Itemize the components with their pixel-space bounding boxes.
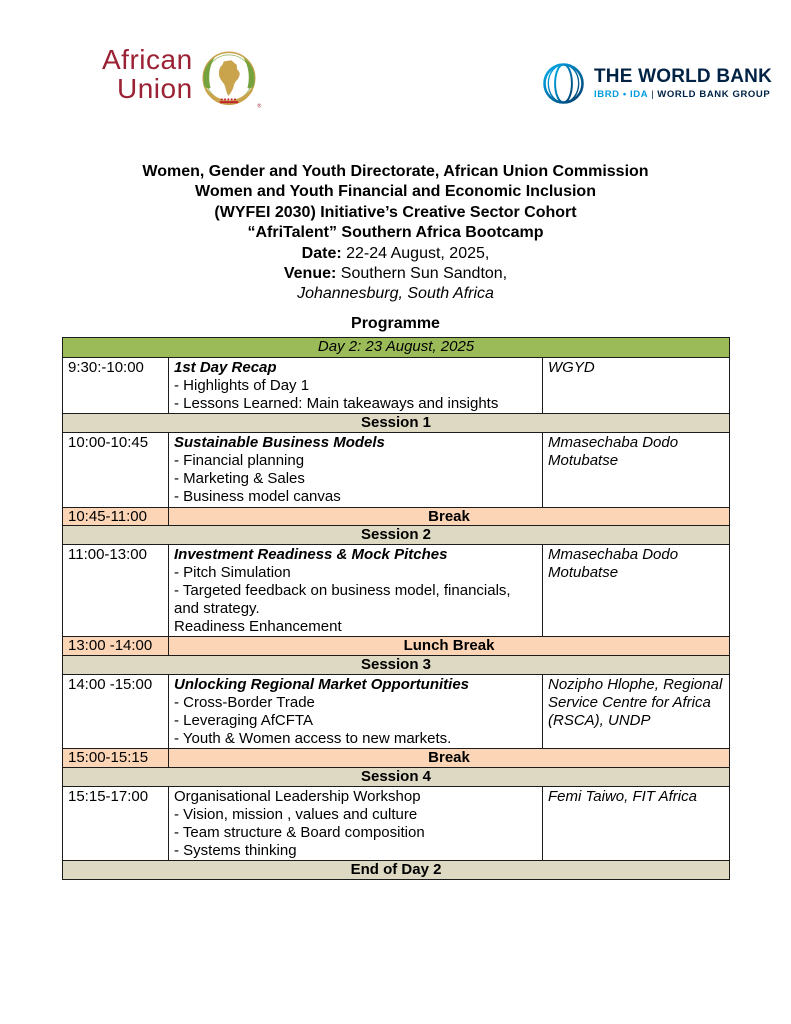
event-title: Unlocking Regional Market Opportunities bbox=[174, 676, 470, 694]
event-line: - Lessons Learned: Main takeaways and insights bbox=[174, 394, 499, 412]
event-line: - Leveraging AfCFTA bbox=[174, 711, 313, 729]
session-label: Session 2 bbox=[63, 526, 730, 545]
day-header-row bbox=[63, 338, 730, 358]
time-cell: 10:00-10:45 bbox=[63, 433, 169, 507]
event-line: Readiness Enhancement bbox=[174, 617, 342, 635]
session-label: Session 1 bbox=[63, 414, 730, 433]
date-label: Date: bbox=[301, 244, 342, 262]
world-bank-wordmark bbox=[594, 67, 772, 100]
title-line-4: “AfriTalent” Southern Africa Bootcamp bbox=[247, 224, 544, 242]
world-bank-globe-icon bbox=[540, 60, 587, 107]
registered-mark: ® bbox=[257, 103, 261, 110]
title-line-1: Women, Gender and Youth Directorate, African Union Commission bbox=[142, 163, 649, 180]
end-of-day-label: End of Day 2 bbox=[63, 861, 730, 880]
african-union-wordmark bbox=[102, 45, 193, 103]
facilitator-cell: WGYD bbox=[543, 358, 730, 414]
event-row bbox=[63, 433, 730, 507]
content-cell bbox=[169, 787, 543, 861]
content-cell bbox=[169, 545, 543, 637]
content-cell bbox=[169, 675, 543, 749]
session-row bbox=[63, 656, 730, 675]
programme-heading: Programme bbox=[351, 315, 440, 332]
world-bank-logo bbox=[540, 60, 772, 107]
event-line: - Youth & Women access to new markets. bbox=[174, 729, 452, 747]
session-row bbox=[63, 526, 730, 545]
event-row bbox=[63, 358, 730, 414]
world-bank-subline bbox=[594, 89, 772, 100]
event-row bbox=[63, 787, 730, 861]
event-row bbox=[63, 675, 730, 749]
event-line: - Systems thinking bbox=[174, 841, 297, 859]
break-label: Break bbox=[169, 749, 730, 768]
ibrd-ida-label: IBRD • IDA bbox=[594, 89, 649, 100]
break-row bbox=[63, 637, 730, 656]
session-row bbox=[63, 768, 730, 787]
event-line: - Cross-Border Trade bbox=[174, 693, 315, 711]
event-line: - Marketing & Sales bbox=[174, 469, 305, 487]
break-label: Lunch Break bbox=[169, 637, 730, 656]
session-label: Session 4 bbox=[63, 768, 730, 787]
document-title-block bbox=[0, 162, 791, 305]
event-line: - Financial planning bbox=[174, 452, 305, 470]
subline-separator: | bbox=[651, 89, 655, 100]
event-line: - Targeted feedback on business model, financials, and strategy. bbox=[174, 581, 511, 617]
time-cell: 9:30:-10:00 bbox=[63, 358, 169, 414]
facilitator-cell: Femi Taiwo, FIT Africa bbox=[543, 787, 730, 861]
event-line: - Business model canvas bbox=[174, 487, 341, 505]
event-title: 1st Day Recap bbox=[174, 359, 277, 376]
event-title: Investment Readiness & Mock Pitches bbox=[174, 546, 448, 564]
location-line: Johannesburg, South Africa bbox=[297, 285, 494, 303]
event-line: - Vision, mission , values and culture bbox=[174, 805, 418, 823]
end-row bbox=[63, 861, 730, 880]
event-title: Organisational Leadership Workshop bbox=[174, 788, 421, 806]
world-bank-group-label: WORLD BANK GROUP bbox=[657, 89, 771, 100]
african-union-logo bbox=[102, 45, 262, 114]
event-line: - Pitch Simulation bbox=[174, 564, 291, 582]
world-bank-name: THE WORLD BANK bbox=[594, 66, 773, 87]
title-line-3: (WYFEI 2030) Initiative’s Creative Sector Cohort bbox=[214, 203, 577, 221]
time-cell: 11:00-13:00 bbox=[63, 545, 169, 637]
break-row bbox=[63, 507, 730, 526]
date-value: 22-24 August, 2025, bbox=[341, 244, 490, 262]
facilitator-cell: Nozipho Hlophe, Regional Service Centre for Africa (RSCA), UNDP bbox=[543, 675, 730, 749]
break-row bbox=[63, 749, 730, 768]
event-line: - Team structure & Board composition bbox=[174, 823, 425, 841]
venue-line bbox=[0, 264, 791, 284]
venue-label: Venue: bbox=[283, 265, 337, 283]
time-cell: 14:00 -15:00 bbox=[63, 675, 169, 749]
facilitator-cell: Mmasechaba Dodo Motubatse bbox=[543, 433, 730, 507]
venue-value: Southern Sun Sandton, bbox=[336, 265, 508, 283]
time-cell: 10:45-11:00 bbox=[63, 507, 169, 526]
session-label: Session 3 bbox=[63, 656, 730, 675]
time-cell: 15:15-17:00 bbox=[63, 787, 169, 861]
break-label: Break bbox=[169, 507, 730, 526]
content-cell bbox=[169, 433, 543, 507]
title-line-2: Women and Youth Financial and Economic Inclusion bbox=[195, 183, 596, 201]
date-line bbox=[0, 244, 791, 264]
event-row bbox=[63, 545, 730, 637]
time-cell: 15:00-15:15 bbox=[63, 749, 169, 768]
african-union-emblem-icon bbox=[196, 46, 262, 114]
programme-table bbox=[62, 337, 730, 880]
time-cell: 13:00 -14:00 bbox=[63, 637, 169, 656]
day-header: Day 2: 23 August, 2025 bbox=[63, 338, 730, 358]
content-cell bbox=[169, 358, 543, 414]
facilitator-cell: Mmasechaba Dodo Motubatse bbox=[543, 545, 730, 637]
event-line: - Highlights of Day 1 bbox=[174, 376, 310, 394]
session-row bbox=[63, 414, 730, 433]
african-union-word-union: Union bbox=[117, 73, 193, 104]
event-title: Sustainable Business Models bbox=[174, 434, 385, 452]
african-union-word-african: African bbox=[102, 44, 193, 75]
